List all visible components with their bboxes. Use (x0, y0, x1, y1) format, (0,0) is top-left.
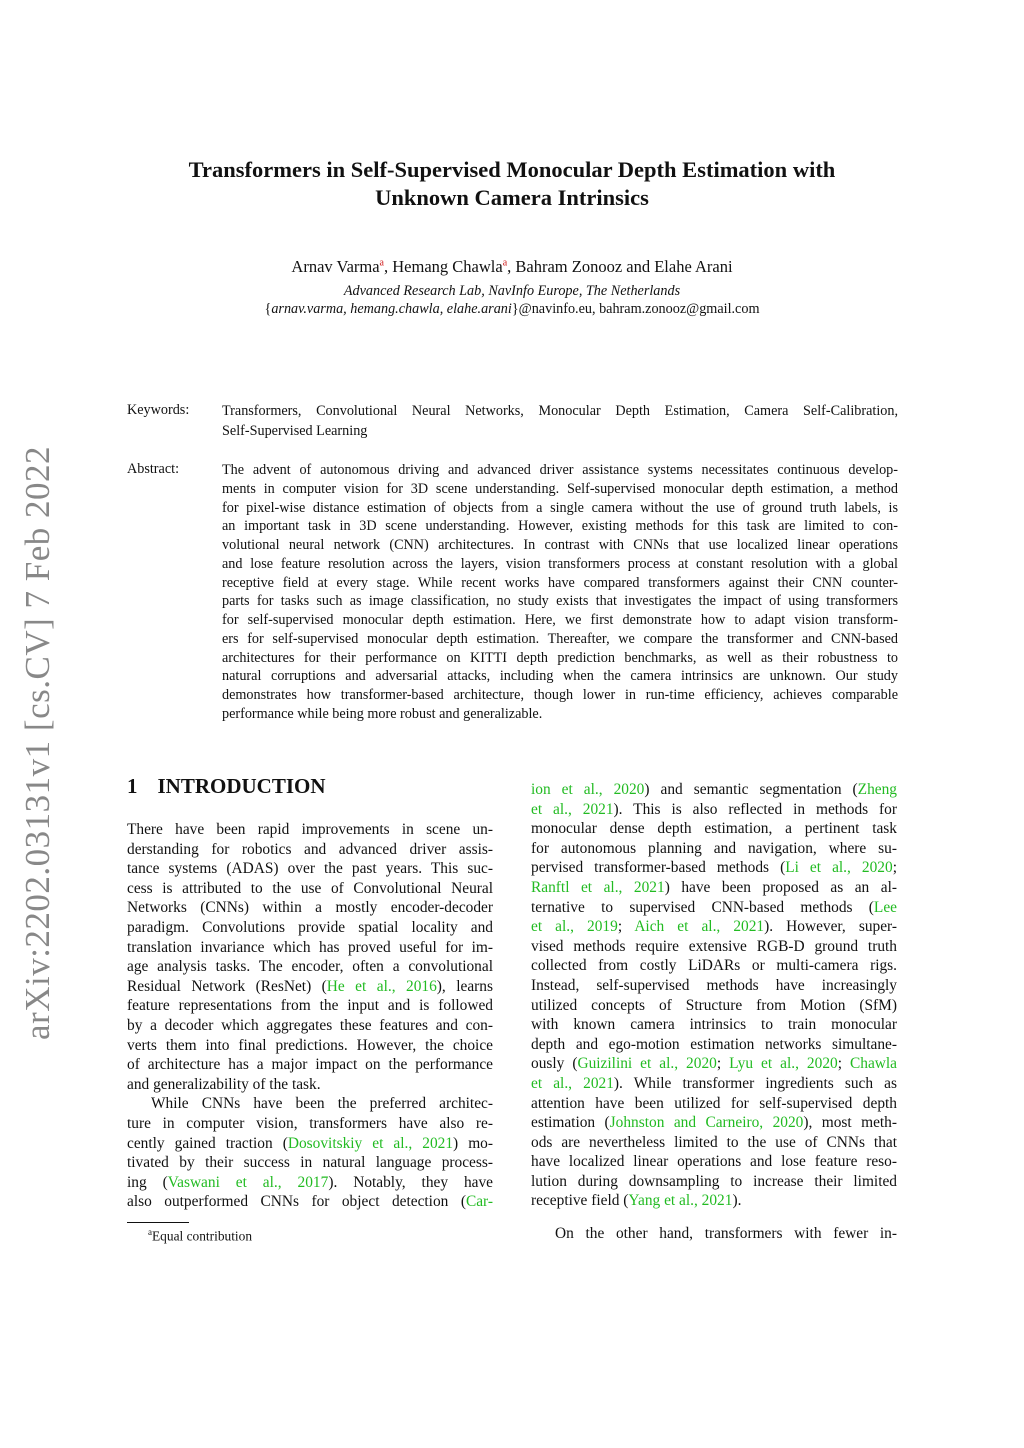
text-run: ; (716, 1055, 730, 1073)
text-run: ). This is also reflected in methods for (613, 800, 897, 818)
text-line: vised methods require extensive RGB-D ground truth (531, 937, 897, 955)
citation-link[interactable]: et al., 2019 (531, 918, 618, 936)
footnote-text: Equal contribution (152, 1228, 253, 1244)
citation-link[interactable]: Guizilini et al., 2020 (577, 1055, 717, 1073)
text-run: ously ( (531, 1055, 578, 1073)
citation-link[interactable]: ion et al., 2020 (531, 781, 645, 798)
text-run: pervised transformer-based methods ( (531, 859, 786, 877)
text-line: tivated by their success in natural language process- (127, 1154, 493, 1172)
author-1: Arnav Varma (291, 257, 380, 276)
text-line: Networks (CNNs) within a mostly encoder-decoder (127, 899, 493, 917)
text-run: ; (617, 918, 635, 936)
text-line: with known camera intrinsics to train monocular (531, 1016, 897, 1034)
text-run: ). Notably, they have (328, 1173, 494, 1191)
text-line (127, 1192, 493, 1212)
text-line: ture in computer vision, transformers have also re- (127, 1114, 493, 1132)
text-line (531, 1113, 897, 1133)
abstract-body (222, 461, 898, 724)
text-run: ), most meth- (803, 1114, 897, 1132)
text-line (531, 898, 897, 918)
text-line (531, 1054, 897, 1074)
text-line: Instead, self-supervised methods have increasingly (531, 976, 897, 994)
author-2: Hemang Chawla (392, 257, 503, 276)
text-line: attention have been utilized for self-supervised depth (531, 1094, 897, 1112)
text-run: ) have been proposed as an al- (664, 878, 898, 896)
title-line-2: Unknown Camera Intrinsics (375, 185, 649, 210)
citation-link[interactable]: Zheng (857, 781, 897, 798)
abstract-line: for self-supervised monocular depth estimation. Here, we first demonstrate how to adapt vision transform- (222, 612, 898, 628)
text-line: verts them into final predictions. However, the choice (127, 1036, 493, 1054)
text-line: and generalizability of the task. (127, 1075, 321, 1093)
email-names: arnav.varma, hemang.chawla, elahe.arani (271, 301, 512, 317)
abstract-line: an important task in 3D scene understanding. However, existing methods for this task are limited to con- (222, 518, 898, 535)
text-line (531, 780, 897, 800)
keywords-line: Self-Supervised Learning (222, 422, 368, 439)
citation-link[interactable]: Johnston and Carneiro, 2020 (609, 1114, 804, 1132)
keywords-label: Keywords: (127, 402, 190, 418)
text-run: cently gained traction ( (127, 1134, 288, 1152)
text-run: estimation ( (531, 1114, 610, 1132)
text-line (531, 878, 897, 898)
email-rest: @navinfo.eu, bahram.zonooz@gmail.com (518, 301, 760, 317)
text-run: ), learns (436, 977, 493, 995)
abstract-line: receptive field at every stage. While recent works have compared transformers against their CNN counter- (222, 574, 898, 591)
section-heading (127, 774, 326, 799)
text-line: While CNNs have been the preferred architec- (151, 1095, 493, 1113)
abstract-line: ments in computer vision for 3D scene understanding. Self-supervised monocular depth estimation, a method (222, 480, 898, 497)
text-run: also outperformed CNNs for object detection ( (127, 1193, 466, 1211)
text-run: ing ( (127, 1173, 168, 1191)
author-list: Arnav Varma$^a$, Hemang Chawla$^a$, Bahram Zonooz and Elahe Arani (291, 257, 733, 276)
abstract-line: ers for self-supervised monocular depth estimation. Thereafter, we compare the transformer and CNN-based (222, 630, 898, 647)
citation-link[interactable]: Dosovitskiy et al., 2021 (287, 1134, 454, 1152)
text-line (531, 1074, 897, 1094)
text-line: utilized concepts of Structure from Motion (SfM) (531, 996, 897, 1014)
text-line: for autonomous planning and navigation, where su- (531, 839, 897, 857)
citation-link[interactable]: He et al., 2016 (326, 977, 437, 995)
footnote-mark: a (148, 1227, 152, 1237)
left-column (127, 820, 493, 1212)
author-rest: , Bahram Zonooz and Elahe Arani (507, 257, 733, 276)
abstract-line: and lose feature resolution across the layers, vision transformers process at constant resolution with a global (222, 555, 898, 572)
abstract-line: demonstrates how transformer-based architecture, though lower in run-time efficiency, achieves comparable (222, 687, 898, 703)
section-number: 1 (127, 774, 138, 798)
text-run: Residual Network (ResNet) ( (127, 977, 327, 995)
section-title: INTRODUCTION (157, 774, 326, 798)
citation-link[interactable]: Yang et al., 2021 (628, 1192, 733, 1210)
text-line: feature representations from the input and is followed (127, 997, 493, 1015)
text-run: ). However, super- (764, 918, 897, 936)
abstract-line: for pixel-wise distance estimation of objects from a single camera without the use of ground truth labels, is (222, 499, 898, 516)
citation-link[interactable]: et al., 2021 (531, 1074, 614, 1092)
text-run: ) and semantic segmentation ( (644, 781, 858, 798)
text-run: ; (892, 859, 897, 877)
text-line (127, 1173, 493, 1193)
citation-link[interactable]: Ranftl et al., 2021 (531, 878, 665, 896)
text-line: On the other hand, transformers with fewer in- (555, 1225, 897, 1243)
emails: {arnav.varma, hemang.chawla, elahe.arani}@navinfo.eu, bahram.zonooz@gmail.com (264, 301, 760, 317)
text-line (531, 800, 897, 820)
citation-link[interactable]: Li et al., 2020 (785, 859, 893, 877)
author-2-mark: a (502, 257, 508, 269)
arxiv-stamp: arXiv:2202.03131v1 [cs.CV] 7 Feb 2022 (18, 445, 57, 1040)
citation-link[interactable]: Vaswani et al., 2017 (167, 1173, 329, 1191)
text-line: collected from costly LiDARs or multi-camera rigs. (531, 957, 897, 975)
affiliation: Advanced Research Lab, NavInfo Europe, The Netherlands (343, 283, 681, 299)
title-line-1: Transformers in Self-Supervised Monocular Depth Estimation with (188, 157, 836, 182)
abstract-line: performance while being more robust and generalizable. (222, 705, 543, 722)
text-line: cess is attributed to the use of Convolutional Neural (127, 879, 493, 897)
abstract-line: volutional neural network (CNN) architectures. In contrast with CNNs that use localized linear operations (222, 537, 898, 553)
text-line: tance systems (ADAS) over the past years. This suc- (127, 860, 493, 878)
citation-link[interactable]: Lee (873, 898, 897, 916)
text-run: ). (732, 1192, 742, 1210)
text-line (531, 1191, 897, 1211)
citation-link[interactable]: Aich et al., 2021 (634, 918, 765, 936)
abstract-line: parts for tasks such as image classification, no study exists that investigates the impact of using transformers (222, 593, 898, 610)
author-1-mark: a (379, 257, 384, 269)
text-line: of architecture has a major impact on the performance (127, 1056, 493, 1074)
citation-link[interactable]: et al., 2021 (531, 800, 614, 818)
text-line: lution during downsampling to increase their limited (531, 1172, 897, 1190)
text-line: age analysis tasks. The encoder, often a convolutional (127, 958, 493, 976)
abstract-line: architectures for their performance on KITTI depth prediction benchmarks, as well as their robustness to (222, 649, 898, 666)
text-run: ; (837, 1055, 850, 1073)
footnote (148, 1227, 252, 1244)
text-line (531, 917, 897, 937)
abstract-line: natural corruptions and adversarial attacks, including when the camera intrinsics are unknown. Our study (222, 668, 898, 685)
text-run: ). While transformer ingredients such as (613, 1074, 897, 1092)
text-line: There have been rapid improvements in scene un- (127, 821, 493, 838)
keywords-line: Transformers, Convolutional Neural Networks, Monocular Depth Estimation, Camera Self-Calibration, (222, 403, 898, 419)
text-line (531, 858, 897, 878)
citation-link[interactable]: Lyu et al., 2020 (729, 1055, 838, 1073)
text-line: paradigm. Convolutions provide spatial locality and (127, 918, 493, 936)
text-line: by a decoder which aggregates these features and con- (127, 1016, 493, 1034)
text-line: ods are nevertheless limited to the use of CNNs that (531, 1133, 897, 1151)
text-line: depth and ego-motion estimation networks simultane- (531, 1035, 897, 1053)
text-run: ) mo- (453, 1134, 493, 1152)
citation-link[interactable]: Car- (465, 1193, 493, 1211)
text-line: monocular dense depth estimation, a pertinent task (531, 820, 897, 838)
footnote-rule (127, 1222, 189, 1223)
right-column (531, 780, 897, 1244)
citation-link[interactable]: Chawla (849, 1055, 897, 1073)
abstract-line: The advent of autonomous driving and advanced driver assistance systems necessitates continuous develop- (222, 462, 898, 478)
text-run: ternative to supervised CNN-based methods ( (531, 898, 874, 916)
text-line (127, 977, 493, 997)
text-line: have localized linear operations and lose feature reso- (531, 1153, 897, 1171)
text-run: receptive field ( (531, 1192, 629, 1210)
text-line (127, 1134, 493, 1154)
keywords-body (222, 402, 898, 441)
text-line: derstanding for robotics and advanced driver assis- (127, 840, 493, 858)
paper-title (100, 156, 924, 212)
abstract-label: Abstract: (127, 461, 180, 477)
text-line: translation invariance which has proved useful for im- (127, 938, 493, 956)
